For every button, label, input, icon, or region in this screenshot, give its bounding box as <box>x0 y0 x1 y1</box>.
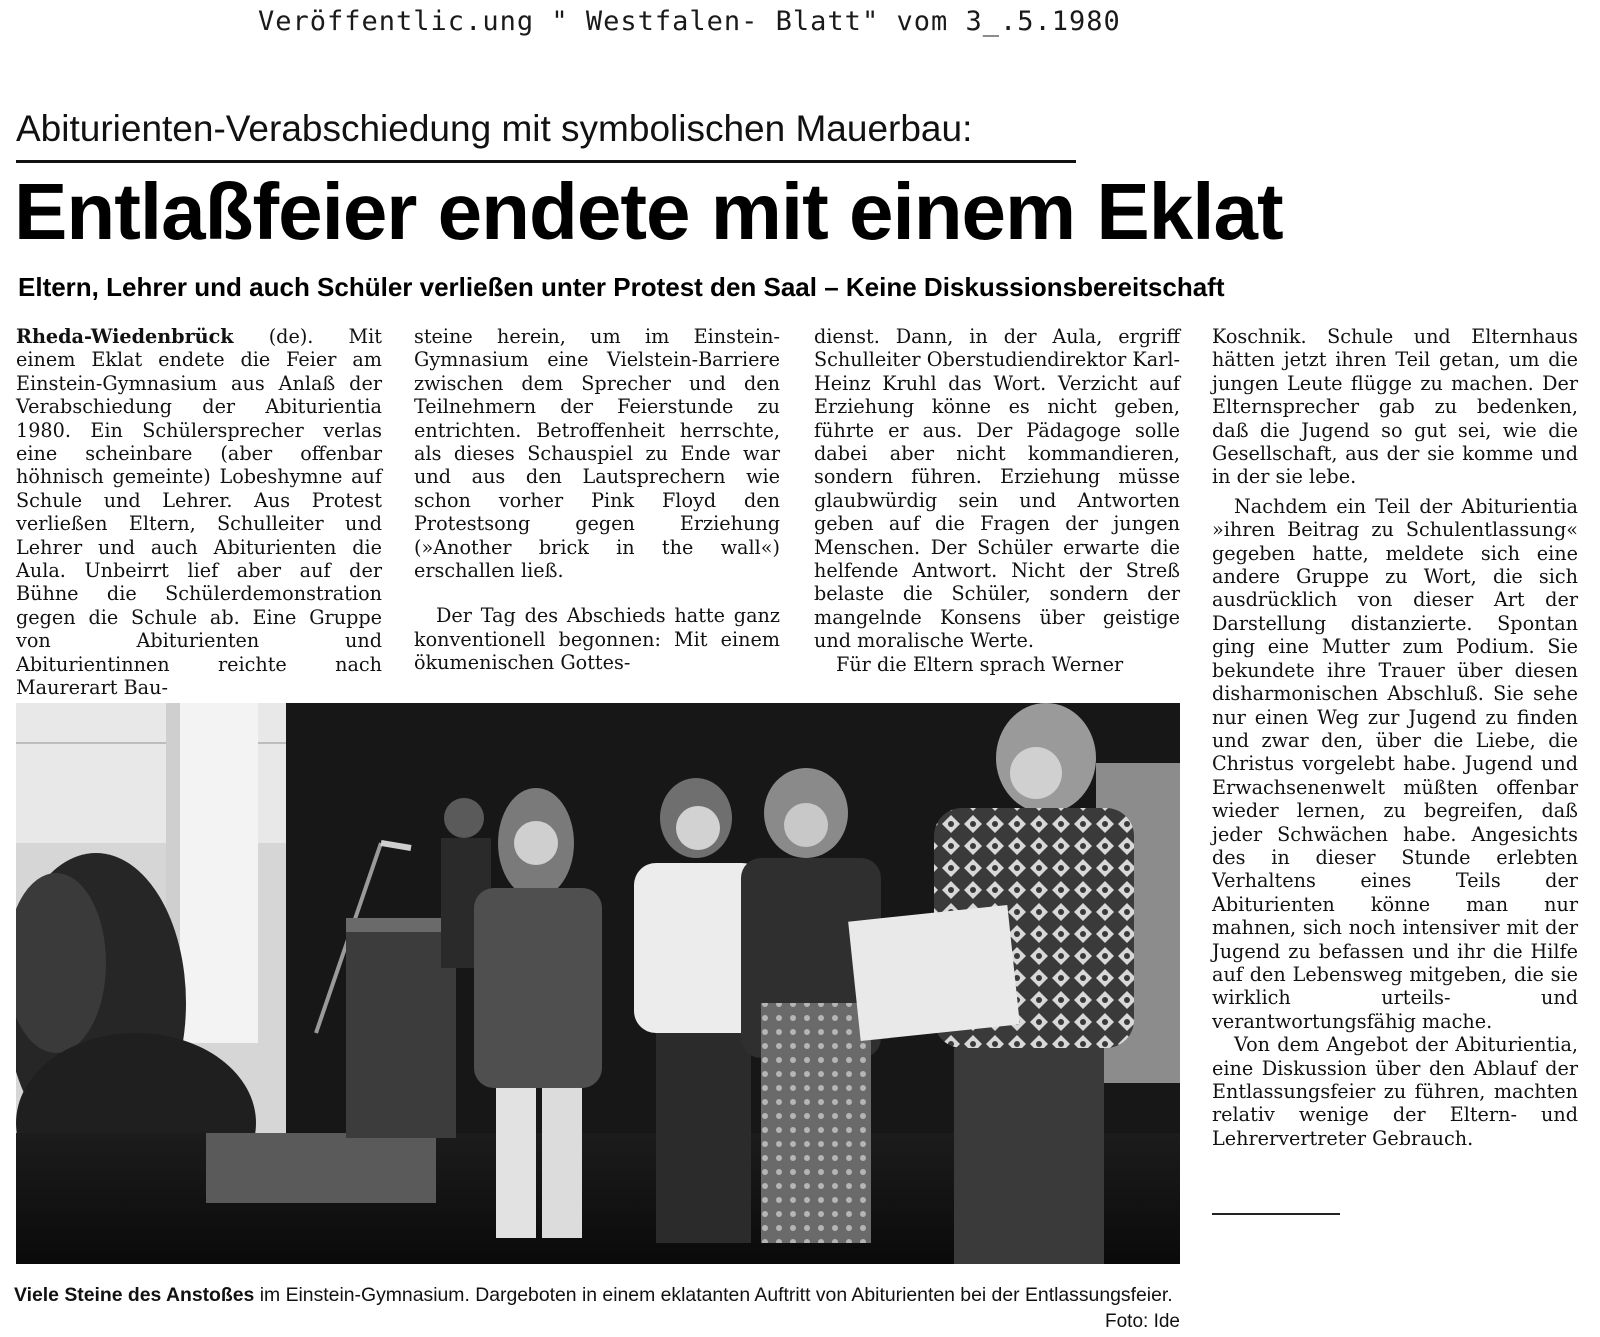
paragraph: steine herein, um im Einstein-Gymnasium eine Vielstein-Barriere zwischen dem Sprecher und den Teilnehmern der Feierstunde zu entrichten. Betroffenheit herrschte, als dieses Schauspiel zu Ende war und aus den Lautsprechern wie schon vorher Pink Floyd den Protestsong gegen Erziehung (»Another brick in the wall«) erschallen ließ. <box>414 325 780 583</box>
photo-caption <box>14 1283 1180 1308</box>
article-column-1 <box>16 325 382 700</box>
paragraph <box>16 325 382 700</box>
dateline: Rheda-Wiedenbrück <box>16 325 234 348</box>
kicker-line: Abiturienten-Verabschiedung mit symbolischen Mauerbau: <box>16 108 973 149</box>
paragraph: Der Tag des Abschieds hatte ganz konventionell begonnen: Mit einem ökumenischen Gottes- <box>414 604 780 675</box>
paragraph: Nachdem ein Teil der Abiturientia »ihren Beitrag zu Schulentlassung« gegeben hatte, meldete sich eine andere Gruppe zu Wort, die sich ausdrücklich von dieser Art der Darstellung distanzierte. Spontan ging eine Mutter zum Podium. Sie bekundete ihre Trauer über diesen disharmonischen Abschluß. Sie sehe nur einen Weg zur Jugend zu finden und zwar den, über die Liebe, die Christus vorgelebt habe. Jugend und Erwachsenenwelt müßten offenbar wieder lernen, zu begreifen, daß jeder Schwächen habe. Angesichts des in dieser Stunde erlebten Verhaltens eines Teils der Abiturienten könne man nur mahnen, sich noch intensiver mit der Jugend zu befassen und ihr die Hilfe auf den Lebensweg mitgeben, die sie wirklich urteils- und verantwortungsfähig mache. <box>1212 494 1578 1033</box>
paragraph: dienst. Dann, in der Aula, ergriff Schulleiter Oberstudiendirektor Karl-Heinz Kruhl das Wort. Verzicht auf Erziehung könne es nicht geben, führte er aus. Der Pädagoge solle dabei aber nicht kommandieren, sondern führen. Erziehung müsse glaubwürdig sein und Antworten geben auf die Fragen der jungen Menschen. Der Schüler erwarte die helfende Antwort. Nicht der Streß belaste die Schüler, sondern der mangelnde Konsens über geistige und moralische Werte. <box>814 325 1180 653</box>
paragraph: Für die Eltern sprach Werner <box>836 652 1124 676</box>
photo-illustration <box>16 703 1180 1264</box>
column-end-rule <box>1212 1213 1340 1215</box>
news-photo <box>16 703 1180 1264</box>
paragraph-text: (de). Mit einem Eklat endete die Feier am Einstein-Gymnasium aus Anlaß der Verabschiedung der Abiturientia 1980. Ein Schülersprecher verlas eine scheinbare (aber offenbar höhnisch gemeinte) Lobeshymne auf Schule und Lehrer. Aus Protest verließen Eltern, Schulleiter und Lehrer und auch Abiturienten die Aula. Unbeirrt lief aber auf der Bühne die Schülerdemonstration gegen die Schule ab. Eine Gruppe von Abiturienten und Abiturientinnen reichte nach Maurerart Bau- <box>16 325 382 700</box>
article-column-3 <box>814 325 1180 676</box>
photo-credit: Foto: Ide <box>1105 1311 1180 1332</box>
paragraph: Von dem Angebot der Abiturientia, eine Diskussion über den Ablauf der Entlassungsfeier zu führen, machten relativ wenige der Eltern- und Lehrervertreter Gebrauch. <box>1212 1033 1578 1150</box>
headline: Entlaßfeier endete mit einem Eklat <box>14 167 1283 256</box>
article-column-4 <box>1212 325 1578 1150</box>
caption-text: im Einstein-Gymnasium. Dargeboten in einem eklatanten Auftritt von Abiturienten bei der Entlassungsfeier. <box>254 1284 1173 1306</box>
caption-lead: Viele Steine des Anstoßes <box>14 1284 255 1306</box>
kicker-rule <box>16 160 1076 163</box>
archive-stamp: Veröffentlic.ung " Westfalen- Blatt" vom 3_.5.1980 <box>258 6 1121 37</box>
subheadline: Eltern, Lehrer und auch Schüler verließen unter Protest den Saal – Keine Diskussionsbereitschaft <box>18 272 1225 302</box>
paragraph: Koschnik. Schule und Elternhaus hätten jetzt ihren Teil getan, um die jungen Leute flügge zu machen. Der Elternsprecher gab zu bedenken, daß die Jugend so gut sei, wie die Gesellschaft, aus der sie komme und in der sie lebe. <box>1212 325 1578 489</box>
article-column-2 <box>414 325 780 675</box>
